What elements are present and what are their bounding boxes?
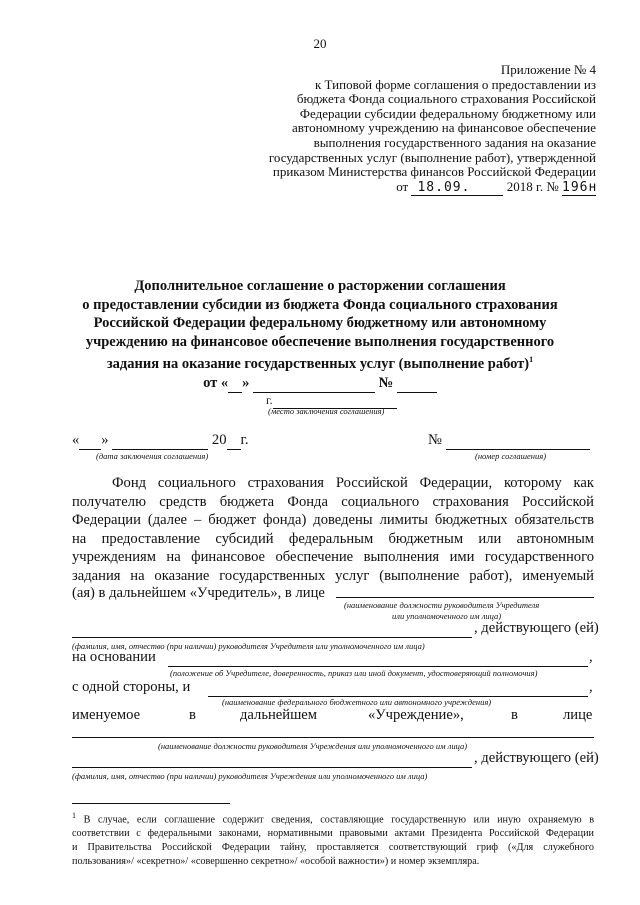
- founder-fio-blank: [72, 637, 472, 638]
- paragraph-line: получателю средств бюджета Фонда социального страхования Российской: [72, 493, 594, 510]
- year-suffix: г.: [240, 432, 249, 448]
- appendix-line: выполнения государственного задания на оказание: [313, 134, 596, 150]
- named-word: «Учреждение»,: [368, 707, 464, 723]
- document-title: [0, 277, 640, 393]
- inst-fio-caption: (фамилия, имя, отчество (при наличии) руководителя Учреждения или уполномоченного им лица): [72, 771, 428, 781]
- basis-comma: ,: [589, 649, 593, 665]
- page-number: 20: [313, 36, 327, 51]
- inst-position-caption: (наименование должности руководителя Учреждения или уполномоченного им лица): [158, 741, 468, 751]
- institution-caption: (наименование федерального бюджетного или автономного учреждения): [222, 697, 492, 707]
- basis-caption: (положение об Учредителе, доверенность, приказ или иной документ, удостоверяющий полномочия): [170, 668, 538, 678]
- title-line: Дополнительное соглашение о расторжении соглашения: [134, 278, 506, 294]
- month-blank: [112, 432, 208, 450]
- title-date-mid: »: [242, 374, 250, 391]
- year-blank: [227, 432, 241, 450]
- number-row: [428, 432, 590, 450]
- appendix-line: приказом Министерства финансов Российской Федерации: [272, 164, 596, 180]
- named-word: дальнейшем: [240, 707, 318, 723]
- date-open-quote: «: [72, 432, 80, 448]
- place-prefix: г.: [266, 393, 273, 407]
- footnote-line: соответствии с федеральными законами, нормативными правовыми актами Президента Российской Федерации: [72, 828, 594, 840]
- paragraph-line: Фонд социального страхования Российской Федерации, которому как: [112, 475, 594, 491]
- appendix-order-number: 196н: [562, 179, 598, 195]
- date-row: [72, 432, 249, 450]
- footnote: [72, 809, 594, 869]
- title-number-blank: [397, 374, 437, 394]
- footnote-line: и Правительства Российской Федерации тайну, проставляется соответствующий гриф («Для служебного: [72, 842, 594, 854]
- named-word: в: [189, 707, 196, 723]
- main-paragraph: [72, 474, 594, 585]
- appendix-date-value: 18.09.: [411, 181, 503, 197]
- paragraph-line: учреждениям на финансовое обеспечение выполнения ими государственного: [72, 549, 594, 565]
- title-line: Российской Федерации федеральному бюджетному или автономному: [93, 315, 547, 332]
- appendix-date-line: [269, 180, 596, 197]
- acting-text-2: , действующего (ей): [474, 750, 599, 766]
- appendix-line: к Типовой форме соглашения о предоставлении из: [314, 76, 596, 92]
- side-label: с одной стороны, и: [72, 679, 191, 695]
- institution-comma: ,: [589, 679, 593, 695]
- inst-position-blank: [72, 737, 594, 738]
- appendix-line: государственных услуг (выполнение работ), утвержденной: [268, 149, 596, 165]
- founder-fio-caption: (фамилия, имя, отчество (при наличии) руководителя Учредителя или уполномоченного им лица): [72, 641, 425, 651]
- named-word: в: [511, 707, 518, 723]
- agreement-number-blank: [446, 432, 590, 450]
- title-day-blank: [228, 374, 242, 394]
- title-number-sign: №: [378, 374, 394, 391]
- appendix-line: бюджета Фонда социального страхования Российской: [296, 91, 596, 107]
- paragraph-last-line: (ая) в дальнейшем «Учредитель», в лице: [72, 585, 325, 601]
- footnote-mark: 1: [72, 811, 76, 820]
- paragraph-line: на предоставление субсидий федеральным бюджетным или автономным: [72, 530, 594, 547]
- title-line-last: задания на оказание государственных услуг (выполнение работ): [106, 356, 530, 373]
- paragraph-line: Федерации (далее – бюджет фонда) доведены лимиты бюджетных обязательств: [72, 512, 594, 528]
- founder-position-blank: [336, 597, 594, 598]
- named-word: лице: [563, 707, 593, 723]
- date-close-quote: »: [101, 432, 109, 448]
- place-caption: (место заключения соглашения): [268, 406, 385, 416]
- founder-position-caption: (наименование должности руководителя Учредителя: [344, 600, 540, 610]
- appendix-line: Федерации субсидии федеральному бюджетному или: [299, 105, 596, 121]
- title-month-blank: [253, 374, 375, 394]
- footnote-ref: 1: [529, 355, 534, 365]
- title-line: учреждению на финансовое обеспечение выполнения государственного: [85, 333, 555, 350]
- date-caption: (дата заключения соглашения): [96, 451, 209, 461]
- day-blank: [79, 432, 101, 450]
- year-prefix: 20: [211, 432, 227, 448]
- basis-blank: [168, 666, 588, 667]
- paragraph-line: задания на оказание государственных услуг (выполнение работ), именуемый: [72, 567, 594, 584]
- title-date-prefix: от «: [203, 374, 229, 391]
- inst-fio-blank: [72, 767, 472, 768]
- named-word: именуемое: [72, 707, 141, 723]
- number-caption: (номер соглашения): [475, 451, 547, 461]
- agreement-number-sign: №: [428, 432, 442, 448]
- basis-label: на основании: [72, 649, 156, 665]
- acting-text-1: , действующего (ей): [474, 620, 599, 636]
- founder-position-caption-2: или уполномоченного им лица): [392, 611, 502, 621]
- footnote-line: пользования»/ «секретно»/ «совершенно секретно»/ «особой важности») и номер экземпляра.: [72, 856, 480, 868]
- title-line: о предоставлении субсидии из бюджета Фонда социального страхования: [82, 296, 558, 313]
- appendix-line: автономному учреждению на финансовое обеспечение: [291, 120, 596, 136]
- title-date-line: [0, 374, 640, 394]
- appendix-line: Приложение № 4: [500, 62, 596, 77]
- title-line: [0, 351, 640, 373]
- footnote-line: [72, 809, 594, 827]
- footnote-text: В случае, если соглашение содержит сведения, составляющие государственную или иную охраняемую в: [83, 814, 595, 826]
- appendix-year-text: 2018 г. №: [506, 178, 559, 194]
- appendix-header: [269, 63, 596, 196]
- footnote-separator: [72, 803, 230, 804]
- appendix-date-prefix: от: [396, 178, 409, 194]
